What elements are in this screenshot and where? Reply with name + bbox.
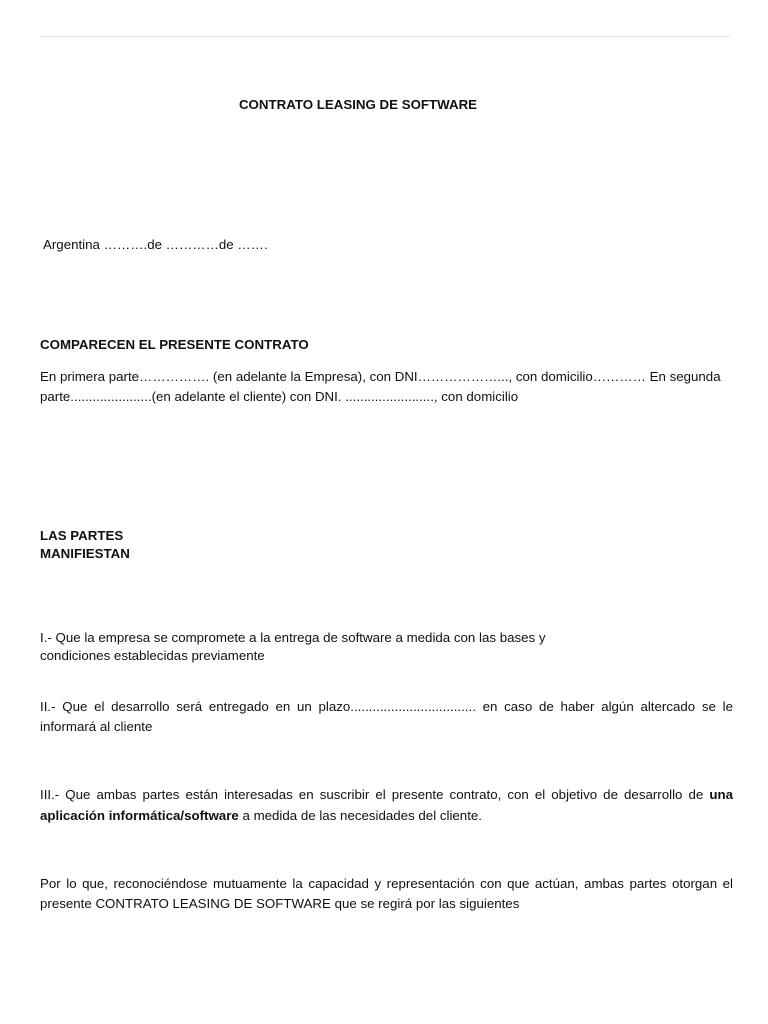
top-divider	[40, 36, 730, 37]
heading-comparecen: COMPARECEN EL PRESENTE CONTRATO	[40, 337, 309, 352]
clause-1	[40, 629, 733, 665]
heading-manifiestan: MANIFIESTAN	[40, 546, 130, 561]
clause-1-line-1: I.- Que la empresa se compromete a la entrega de software a medida con las bases y	[40, 630, 546, 645]
clause-3-text-start: III.- Que ambas partes están interesadas en suscribir el presente contrato, con el objetivo de desarrollo de	[40, 787, 710, 802]
closing-paragraph: Por lo que, reconociéndose mutuamente la capacidad y representación con que actúan, ambas partes otorgan el presente CONTRATO LEASING DE SOFTWARE que se regirá por las siguientes	[40, 876, 733, 911]
heading-las-partes: LAS PARTES	[40, 528, 124, 543]
place-date-line: Argentina ……….de …………de …….	[43, 237, 268, 252]
clause-3-text-end: a medida de las necesidades del cliente.	[238, 808, 482, 823]
parties-paragraph: En primera parte……………. (en adelante la Empresa), con DNI………………..., con domicilio………… En segunda parte......................(en adelante el cliente) con DNI. ........................, con domicilio	[40, 369, 721, 404]
clause-3	[40, 784, 733, 826]
clause-1-line-2: condiciones establecidas previamente	[40, 648, 265, 663]
heading-las-partes-manifiestan	[40, 527, 733, 563]
document-title: CONTRATO LEASING DE SOFTWARE	[238, 97, 478, 112]
clause-2: II.- Que el desarrollo será entregado en un plazo.................................. en caso de haber algún altercado se le informará al cliente	[40, 699, 733, 734]
clause-3-bold-text: una aplicación informática/software	[40, 787, 733, 823]
